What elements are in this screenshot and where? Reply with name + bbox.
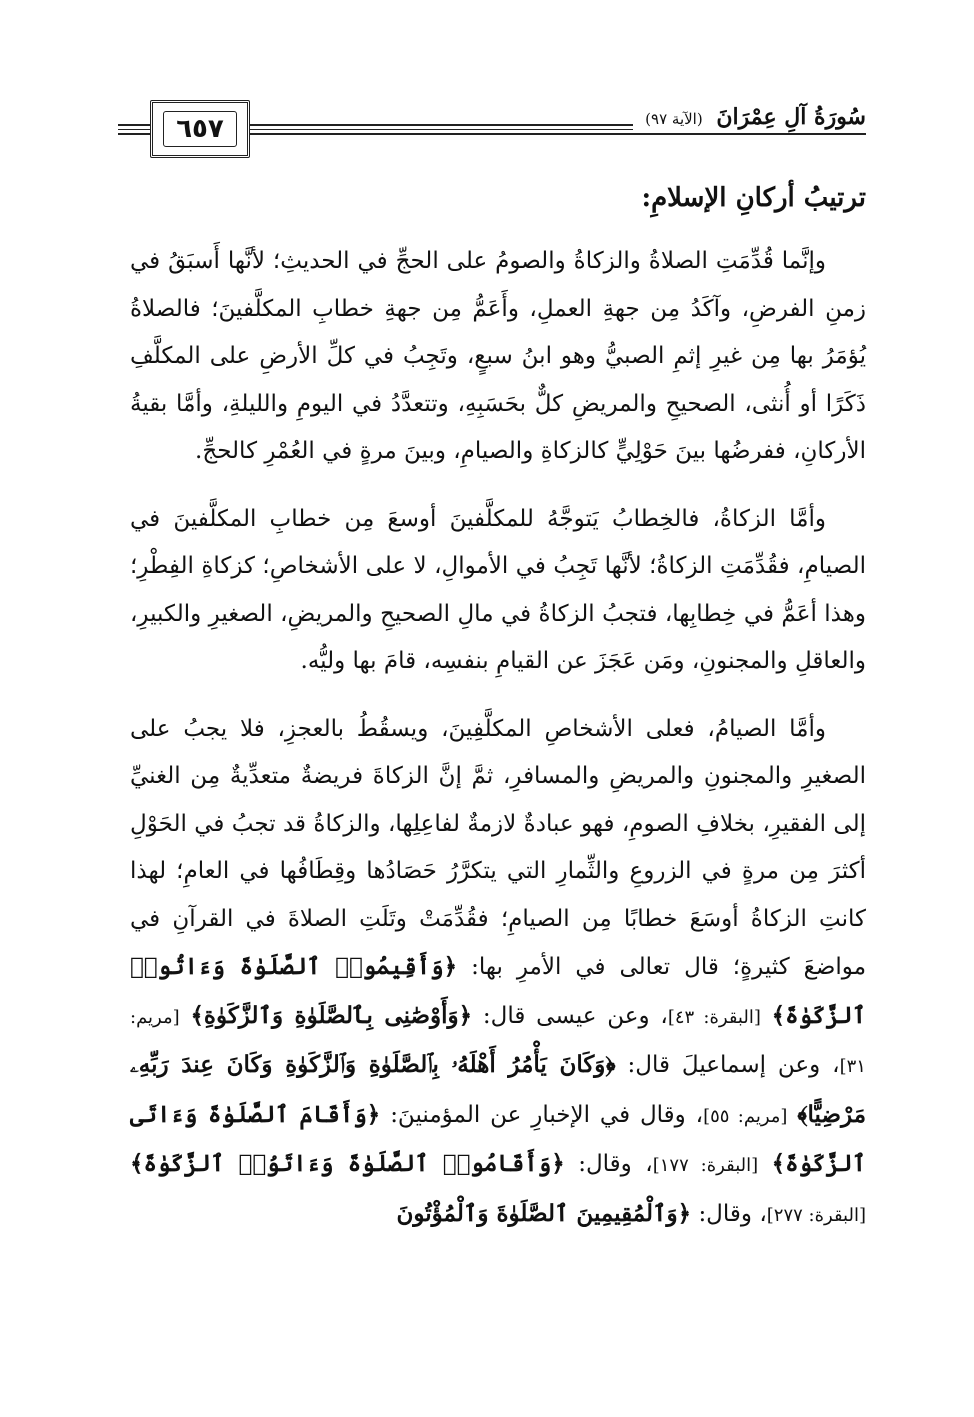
running-header [118, 100, 866, 160]
paragraph-text: ، وقال: [578, 1151, 653, 1177]
paragraph-text: وأمَّا الصيامُ، فعلى الأشخاصِ المكلَّفِينَ، ويسقُطُ بالعجزِ، فلا يجبُ على الصغيرِ والمجنونِ والمريضِ والمسافرِ، ثمَّ إنَّ الزكاةَ فريضةٌ متعدِّيةٌ مِن الغنيِّ إلى الفقيرِ، بخلافِ الصومِ، فهو عبادةٌ لازمةٌ لفاعِلِها، والزكاةُ قد تجبُ في الحَوْلِ أكثرَ مِن مرةٍ في الزروعِ والثِّمارِ التي يتكرَّرُ حَصَادُها وقِطَافُها في العامِ؛ لهذا كانتِ الزكاةُ أوسَعَ خطابًا مِن الصيامِ؛ فقُدِّمَتْ وتَلَتِ الصلاةَ في القرآنِ في مواضعَ كثيرةٍ؛ قال تعالى في الأمرِ بها: [130, 715, 867, 980]
paragraph-text: ، وقال: [698, 1200, 767, 1227]
quran-verse: ﴿وَأَقَامُوا۟ ٱلصَّلَوٰةَ وَءَاتَوُا۟ ٱلزَّكَوٰةَ﴾ [130, 1150, 565, 1177]
page-body [130, 176, 866, 1259]
verse-citation: [مريم: ٥٥] [703, 1105, 788, 1127]
surah-name: سُورَةُ آلِ عِمْرَانَ [716, 104, 866, 130]
quran-verse: ﴿وَأَقَامَ ٱلصَّلَوٰةَ وَءَاتَى ٱلزَّكَوٰةَ﴾ [130, 1100, 866, 1177]
quran-verse: ﴿وَكَانَ يَأْمُرُ أَهْلَهُۥ بِٱلصَّلَوٰةِ وَٱلزَّكَوٰةِ وَكَانَ عِندَ رَبِّهِۦ مَرْضِيًّا﴾ [130, 1051, 867, 1128]
page-number: ٦٥٧ [163, 111, 237, 147]
paragraph [130, 706, 866, 1240]
section-title: ترتيبُ أركانِ الإسلامِ: [641, 183, 866, 213]
paragraph: وأمَّا الزكاةُ، فالخِطابُ يَتوجَّهُ للمكلَّفينَ أوسعَ مِن خطابِ المكلَّفينَ في الصيامِ، فقُدِّمَتِ الزكاةُ؛ لأنَّها تَجِبُ في الأموالِ، لا على الأشخاصِ؛ كزكاةِ الفِطْرِ؛ وهذا أعَمُّ في خِطابِها، فتجبُ الزكاةُ في مالِ الصحيحِ والمريضِ، الصغيرِ والكبيرِ، والعاقلِ والمجنونِ، ومَن عَجَزَ عن القيامِ بنفسِه، قامَ بها وليُّه. [130, 505, 866, 674]
verse-citation: [مريم: ٣١] [130, 1006, 866, 1077]
ayah-reference: (الآية ٩٧) [645, 110, 703, 128]
page-number-frame [150, 100, 250, 158]
quran-verse: ﴿وَٱلْمُقِيمِينَ ٱلصَّلَوٰةَ وَٱلْمُؤْتُونَ [396, 1199, 692, 1227]
paragraph-text: ، وقال في الإخبارِ عن المؤمنينَ: [390, 1101, 704, 1128]
quran-verse: ﴿وَأَقِيمُوا۟ ٱلصَّلَوٰةَ وَءَاتُوا۟ ٱلزَّكَوٰةَ﴾ [130, 953, 866, 1029]
verse-citation: [البقرة: ١٧٧] [652, 1155, 759, 1176]
paragraph-text: ، وعن إسماعيلَ قال: [627, 1052, 840, 1078]
paragraph: وإنَّما قُدِّمَتِ الصلاةُ والزكاةُ والصومُ على الحجِّ في الحديثِ؛ لأنَّها أَسبَقُ في زمنِ الفرضِ، وآكَدُ مِن جهةِ العملِ، وأَعَمُّ مِن جهةِ خطابِ المكلَّفينَ؛ فالصلاةُ يُؤمَرُ بها مِن غيرِ إثمِ الصبيُّ وهو ابنُ سبعٍ، وتَجِبُ في كلِّ الأرضِ على المكلَّفِ ذَكَرًا أو أُنثى، الصحيحِ والمريضِ كلٌّ بحَسَبِهِ، وتتعدَّدُ في اليومِ والليلةِ، وأمَّا بقيةُ الأركانِ، ففرضُها بينَ حَوْلِيٍّ كالزكاةِ والصيامِ، وبينَ مرةٍ في العُمْرِ كالحجِّ. [130, 248, 866, 464]
quran-verse: ﴿وَأَوْصَٰنِى بِٱلصَّلَوٰةِ وَٱلزَّكَوٰةِ﴾ [190, 1001, 473, 1029]
verse-citation: [البقرة: ٤٣] [667, 1006, 761, 1028]
verse-citation: [البقرة: ٢٧٧] [766, 1204, 866, 1226]
paragraph-text: ، وعن عيسى قال: [482, 1002, 668, 1029]
surah-title [633, 104, 866, 130]
